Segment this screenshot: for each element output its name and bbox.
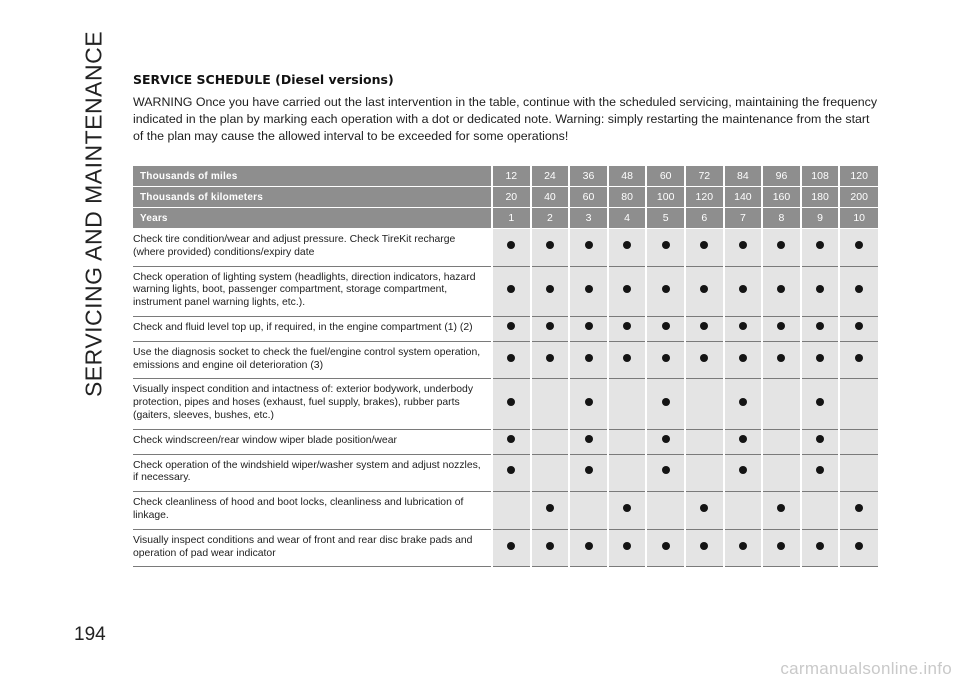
schedule-cell: [569, 229, 608, 267]
header-interval-value: 72: [685, 166, 724, 187]
header-interval-value: 84: [724, 166, 763, 187]
scheduled-dot-icon: [623, 542, 631, 550]
schedule-cell: [492, 454, 531, 492]
schedule-cell: [608, 529, 647, 567]
service-schedule-table: [133, 166, 878, 567]
scheduled-dot-icon: [507, 241, 515, 249]
schedule-cell: [839, 316, 878, 341]
scheduled-dot-icon: [739, 542, 747, 550]
schedule-cell: [608, 229, 647, 267]
scheduled-dot-icon: [739, 322, 747, 330]
table-row: [133, 229, 878, 267]
scheduled-dot-icon: [662, 285, 670, 293]
schedule-cell: [569, 379, 608, 429]
table-row: [133, 266, 878, 316]
schedule-cell: [608, 492, 647, 530]
schedule-cell: [646, 429, 685, 454]
schedule-cell: [762, 379, 801, 429]
scheduled-dot-icon: [662, 354, 670, 362]
header-interval-value: 60: [646, 166, 685, 187]
scheduled-dot-icon: [662, 466, 670, 474]
table-row: [133, 316, 878, 341]
header-interval-value: 1: [492, 208, 531, 229]
schedule-cell: [839, 266, 878, 316]
schedule-cell: [608, 266, 647, 316]
header-interval-value: 12: [492, 166, 531, 187]
scheduled-dot-icon: [507, 398, 515, 406]
schedule-cell: [569, 429, 608, 454]
schedule-cell: [724, 379, 763, 429]
schedule-cell: [685, 229, 724, 267]
schedule-cell: [569, 454, 608, 492]
scheduled-dot-icon: [700, 504, 708, 512]
schedule-cell: [608, 316, 647, 341]
schedule-cell: [762, 429, 801, 454]
scheduled-dot-icon: [546, 542, 554, 550]
header-interval-value: 100: [646, 187, 685, 208]
schedule-cell: [801, 379, 840, 429]
header-interval-value: 24: [531, 166, 570, 187]
scheduled-dot-icon: [546, 322, 554, 330]
operation-description: Visually inspect condition and intactness of: exterior bodywork, underbody protection, pipes and hoses (exhaust, fuel supply, brakes), rubber parts (gaiters, sleeves, bushes, etc.): [133, 379, 492, 429]
schedule-cell: [646, 266, 685, 316]
schedule-cell: [646, 341, 685, 379]
schedule-cell: [646, 229, 685, 267]
schedule-cell: [685, 341, 724, 379]
table-row: [133, 379, 878, 429]
schedule-cell: [801, 316, 840, 341]
schedule-cell: [685, 529, 724, 567]
schedule-cell: [531, 529, 570, 567]
schedule-cell: [839, 379, 878, 429]
header-row: [133, 208, 878, 229]
header-interval-value: 10: [839, 208, 878, 229]
scheduled-dot-icon: [700, 322, 708, 330]
scheduled-dot-icon: [700, 285, 708, 293]
schedule-cell: [762, 316, 801, 341]
scheduled-dot-icon: [585, 398, 593, 406]
header-interval-value: 6: [685, 208, 724, 229]
schedule-cell: [646, 492, 685, 530]
scheduled-dot-icon: [816, 354, 824, 362]
scheduled-dot-icon: [777, 354, 785, 362]
schedule-cell: [762, 229, 801, 267]
scheduled-dot-icon: [546, 285, 554, 293]
scheduled-dot-icon: [700, 354, 708, 362]
scheduled-dot-icon: [623, 504, 631, 512]
schedule-cell: [724, 229, 763, 267]
header-interval-value: 180: [801, 187, 840, 208]
scheduled-dot-icon: [507, 322, 515, 330]
scheduled-dot-icon: [816, 435, 824, 443]
scheduled-dot-icon: [507, 354, 515, 362]
scheduled-dot-icon: [855, 542, 863, 550]
schedule-cell: [685, 266, 724, 316]
scheduled-dot-icon: [507, 435, 515, 443]
schedule-cell: [492, 341, 531, 379]
operation-description: Visually inspect conditions and wear of front and rear disc brake pads and operation of pad wear indicator: [133, 529, 492, 567]
header-interval-value: 5: [646, 208, 685, 229]
schedule-cell: [531, 454, 570, 492]
header-interval-value: 8: [762, 208, 801, 229]
scheduled-dot-icon: [507, 466, 515, 474]
header-interval-value: 2: [531, 208, 570, 229]
scheduled-dot-icon: [816, 466, 824, 474]
schedule-cell: [839, 492, 878, 530]
header-row-label: Thousands of miles: [133, 166, 492, 187]
scheduled-dot-icon: [777, 241, 785, 249]
page-heading: SERVICE SCHEDULE (Diesel versions): [133, 72, 394, 87]
scheduled-dot-icon: [816, 398, 824, 406]
schedule-cell: [724, 492, 763, 530]
scheduled-dot-icon: [623, 241, 631, 249]
schedule-cell: [492, 379, 531, 429]
header-row-label: Thousands of kilometers: [133, 187, 492, 208]
scheduled-dot-icon: [585, 466, 593, 474]
intro-paragraph: WARNING Once you have carried out the last intervention in the table, continue with the scheduled servicing, maintaining the frequency indicated in the plan by marking each operation with a dot or dedicated note. Warning: simply restarting the maintenance from the start of the plan may cause the allowed interval to be exceeded for some operations!: [133, 95, 878, 143]
header-interval-value: 160: [762, 187, 801, 208]
table-row: [133, 454, 878, 492]
schedule-cell: [569, 266, 608, 316]
schedule-cell: [646, 454, 685, 492]
schedule-cell: [646, 529, 685, 567]
schedule-cell: [839, 341, 878, 379]
header-row-label: Years: [133, 208, 492, 229]
header-interval-value: 120: [685, 187, 724, 208]
scheduled-dot-icon: [662, 542, 670, 550]
schedule-cell: [531, 341, 570, 379]
scheduled-dot-icon: [585, 241, 593, 249]
scheduled-dot-icon: [623, 322, 631, 330]
operation-description: Check operation of lighting system (headlights, direction indicators, hazard warning lights, boot, passenger compartment, storage compartment, instrument panel warning lights, etc.).: [133, 266, 492, 316]
header-interval-value: 36: [569, 166, 608, 187]
schedule-cell: [839, 454, 878, 492]
schedule-cell: [492, 266, 531, 316]
scheduled-dot-icon: [585, 435, 593, 443]
schedule-cell: [492, 429, 531, 454]
schedule-cell: [531, 266, 570, 316]
page-number: 194: [74, 624, 106, 645]
schedule-cell: [492, 492, 531, 530]
scheduled-dot-icon: [700, 241, 708, 249]
header-interval-value: 80: [608, 187, 647, 208]
table-row: [133, 341, 878, 379]
schedule-body: [133, 229, 878, 567]
schedule-cell: [531, 429, 570, 454]
scheduled-dot-icon: [585, 322, 593, 330]
operation-description: Check windscreen/rear window wiper blade position/wear: [133, 429, 492, 454]
schedule-cell: [531, 492, 570, 530]
header-interval-value: 108: [801, 166, 840, 187]
table-row: [133, 429, 878, 454]
scheduled-dot-icon: [777, 504, 785, 512]
scheduled-dot-icon: [585, 354, 593, 362]
header-interval-value: 7: [724, 208, 763, 229]
side-section-title: [74, 30, 114, 398]
scheduled-dot-icon: [507, 542, 515, 550]
scheduled-dot-icon: [662, 398, 670, 406]
schedule-cell: [492, 316, 531, 341]
schedule-cell: [685, 379, 724, 429]
schedule-cell: [685, 492, 724, 530]
operation-description: Check and fluid level top up, if required, in the engine compartment (1) (2): [133, 316, 492, 341]
schedule-cell: [685, 429, 724, 454]
table-row: [133, 529, 878, 567]
scheduled-dot-icon: [585, 542, 593, 550]
schedule-cell: [762, 454, 801, 492]
header-interval-value: 20: [492, 187, 531, 208]
watermark: carmanualsonline.info: [780, 659, 952, 678]
header-interval-value: 60: [569, 187, 608, 208]
operation-description: Use the diagnosis socket to check the fuel/engine control system operation, emissions and engine oil deterioration (3): [133, 341, 492, 379]
scheduled-dot-icon: [700, 542, 708, 550]
header-row: [133, 166, 878, 187]
schedule-cell: [646, 316, 685, 341]
schedule-cell: [531, 379, 570, 429]
schedule-cell: [839, 229, 878, 267]
scheduled-dot-icon: [855, 504, 863, 512]
schedule-cell: [801, 341, 840, 379]
schedule-cell: [492, 529, 531, 567]
schedule-cell: [608, 341, 647, 379]
header-interval-value: 200: [839, 187, 878, 208]
scheduled-dot-icon: [816, 285, 824, 293]
operation-description: Check tire condition/wear and adjust pressure. Check TireKit recharge (where provided) conditions/expiry date: [133, 229, 492, 267]
header-interval-value: 120: [839, 166, 878, 187]
scheduled-dot-icon: [739, 354, 747, 362]
schedule-cell: [839, 429, 878, 454]
scheduled-dot-icon: [739, 285, 747, 293]
scheduled-dot-icon: [662, 241, 670, 249]
schedule-cell: [762, 266, 801, 316]
schedule-cell: [762, 529, 801, 567]
schedule-cell: [801, 529, 840, 567]
scheduled-dot-icon: [662, 322, 670, 330]
schedule-cell: [724, 316, 763, 341]
schedule-cell: [801, 266, 840, 316]
header-interval-value: 4: [608, 208, 647, 229]
schedule-cell: [762, 341, 801, 379]
schedule-cell: [569, 492, 608, 530]
header-interval-value: 48: [608, 166, 647, 187]
scheduled-dot-icon: [623, 285, 631, 293]
scheduled-dot-icon: [546, 354, 554, 362]
scheduled-dot-icon: [816, 241, 824, 249]
scheduled-dot-icon: [546, 504, 554, 512]
schedule-cell: [801, 429, 840, 454]
operation-description: Check cleanliness of hood and boot locks, cleanliness and lubrication of linkage.: [133, 492, 492, 530]
schedule-cell: [608, 454, 647, 492]
header-interval-value: 140: [724, 187, 763, 208]
schedule-cell: [762, 492, 801, 530]
schedule-cell: [531, 229, 570, 267]
schedule-cell: [801, 229, 840, 267]
schedule-cell: [569, 341, 608, 379]
schedule-cell: [569, 529, 608, 567]
schedule-cell: [608, 379, 647, 429]
schedule-cell: [724, 341, 763, 379]
schedule-cell: [685, 454, 724, 492]
schedule-cell: [608, 429, 647, 454]
schedule-cell: [492, 229, 531, 267]
side-section-title-text: SERVICING AND MAINTENANCE: [80, 30, 107, 398]
scheduled-dot-icon: [546, 241, 554, 249]
schedule-header: [133, 166, 878, 229]
schedule-cell: [646, 379, 685, 429]
scheduled-dot-icon: [739, 435, 747, 443]
scheduled-dot-icon: [585, 285, 593, 293]
operation-description: Check operation of the windshield wiper/washer system and adjust nozzles, if necessary.: [133, 454, 492, 492]
schedule-cell: [569, 316, 608, 341]
scheduled-dot-icon: [662, 435, 670, 443]
schedule-cell: [724, 454, 763, 492]
header-row: [133, 187, 878, 208]
header-interval-value: 3: [569, 208, 608, 229]
scheduled-dot-icon: [855, 354, 863, 362]
scheduled-dot-icon: [777, 542, 785, 550]
schedule-cell: [685, 316, 724, 341]
header-interval-value: 96: [762, 166, 801, 187]
scheduled-dot-icon: [739, 241, 747, 249]
schedule-cell: [801, 492, 840, 530]
header-interval-value: 9: [801, 208, 840, 229]
schedule-cell: [531, 316, 570, 341]
scheduled-dot-icon: [739, 466, 747, 474]
scheduled-dot-icon: [855, 322, 863, 330]
scheduled-dot-icon: [777, 322, 785, 330]
scheduled-dot-icon: [623, 354, 631, 362]
schedule-cell: [724, 529, 763, 567]
schedule-cell: [724, 429, 763, 454]
scheduled-dot-icon: [777, 285, 785, 293]
schedule-cell: [839, 529, 878, 567]
scheduled-dot-icon: [816, 322, 824, 330]
table-row: [133, 492, 878, 530]
scheduled-dot-icon: [855, 285, 863, 293]
scheduled-dot-icon: [507, 285, 515, 293]
scheduled-dot-icon: [855, 241, 863, 249]
schedule-cell: [801, 454, 840, 492]
scheduled-dot-icon: [739, 398, 747, 406]
schedule-cell: [724, 266, 763, 316]
header-interval-value: 40: [531, 187, 570, 208]
scheduled-dot-icon: [816, 542, 824, 550]
